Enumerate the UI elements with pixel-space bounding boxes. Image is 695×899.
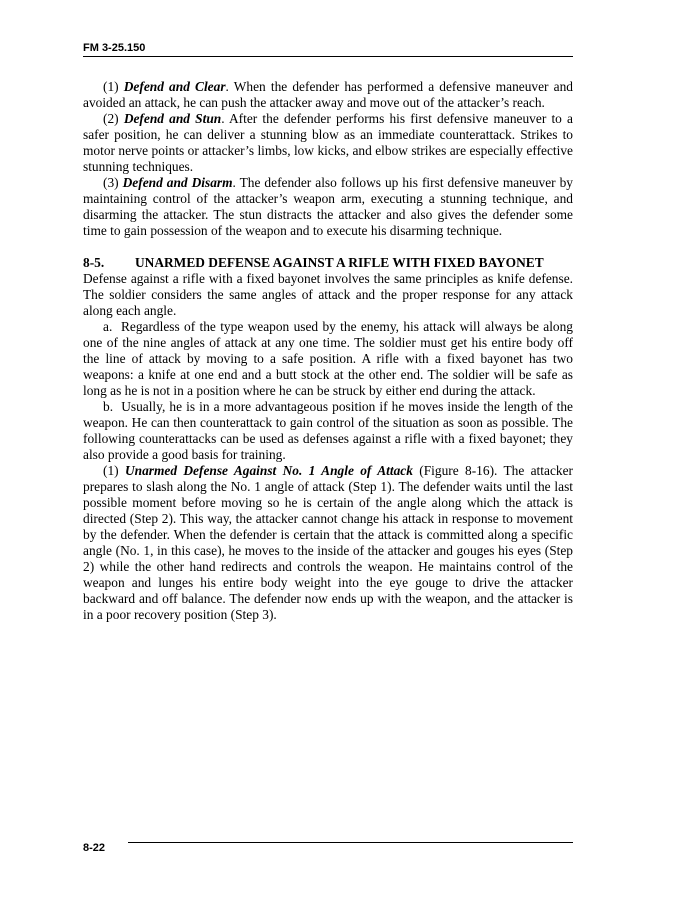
section-intro: Defense against a rifle with a fixed bayonet involves the same principles as knife defense. The soldier considers the same angles of attack and the proper response for any attack along each angle. xyxy=(83,271,573,318)
paragraph-number: (1) xyxy=(103,79,119,94)
paragraph-number: (3) xyxy=(103,175,119,190)
paragraph-number: (2) xyxy=(103,111,119,126)
page-body xyxy=(83,79,573,623)
section-heading xyxy=(83,255,573,271)
document-id: FM 3-25.150 xyxy=(83,42,146,54)
page-header xyxy=(83,44,573,57)
paragraph-spacer xyxy=(83,239,573,255)
paragraph-defend-and-disarm xyxy=(83,175,573,239)
page-number: 8-22 xyxy=(83,842,106,854)
paragraph-defend-and-stun xyxy=(83,111,573,175)
paragraph-text: . When the defender has performed a defensive maneuver and avoided an attack, he can push the attacker away and move out of the attacker’s reach. xyxy=(83,79,573,110)
paragraph-term: Defend and Disarm xyxy=(122,175,233,190)
section-title: UNARMED DEFENSE AGAINST A RIFLE WITH FIXED BAYONET xyxy=(135,255,544,270)
paragraph-b: b. Usually, he is in a more advantageous position if he moves inside the length of the weapon. He can then counterattack to gain control of the situation as soon as possible. The following counterattacks can be used as defenses against a rifle with a fixed bayonet; they also provide a good basis for training. xyxy=(83,399,573,462)
paragraph-a: a. Regardless of the type weapon used by the enemy, his attack will always be along one of the nine angles of attack at any one time. The soldier must get his entire body off the line of attack by moving to a safe position. A rifle with a fixed bayonet has two weapons: a knife at one end and a butt stock at the other end. The soldier will be safe as long as he is not in a position where he can be struck by either end during the attack. xyxy=(83,319,573,398)
section-number: 8-5. xyxy=(83,255,105,270)
paragraph-angle-1-defense xyxy=(83,463,573,623)
paragraph-term: Defend and Clear xyxy=(123,79,226,94)
footer-rule xyxy=(128,842,573,843)
paragraph-defend-and-clear xyxy=(83,79,573,111)
paragraph-text: . After the defender performs his first defensive maneuver to a safer position, he can deliver a stunning blow as an immediate counterattack. Strikes to motor nerve points or attacker’s limbs, low kicks, and elbow strikes are especially effective stunning techniques. xyxy=(83,111,573,174)
paragraph-term: Unarmed Defense Against No. 1 Angle of Attack xyxy=(124,463,413,478)
paragraph-number: (1) xyxy=(103,463,119,478)
paragraph-text: (Figure 8-16). The attacker prepares to slash along the No. 1 angle of attack (Step 1). The defender waits until the last possible moment before moving so he is certain of the angle along which the attack is directed (Step 2). This way, the attacker cannot change his attack in response to movement by the defender. When the defender is certain that the attack is committed along a specific angle (No. 1, in this case), he moves to the inside of the attacker and gouges his eyes (Step 2) while the other hand redirects and controls the weapon. He maintains control of the weapon and lunges his entire body weight into the eye gouge to drive the attacker backward and off balance. The defender now ends up with the weapon, and the attacker is in a poor recovery position (Step 3). xyxy=(83,463,573,622)
paragraph-text: . The defender also follows up his first defensive maneuver by maintaining control of the attacker’s weapon arm, executing a stunning technique, and disarming the attacker. The stun distracts the attacker and also gives the defender some time to gain possession of the weapon and to execute his disarming technique. xyxy=(83,175,573,238)
paragraph-term: Defend and Stun xyxy=(123,111,222,126)
